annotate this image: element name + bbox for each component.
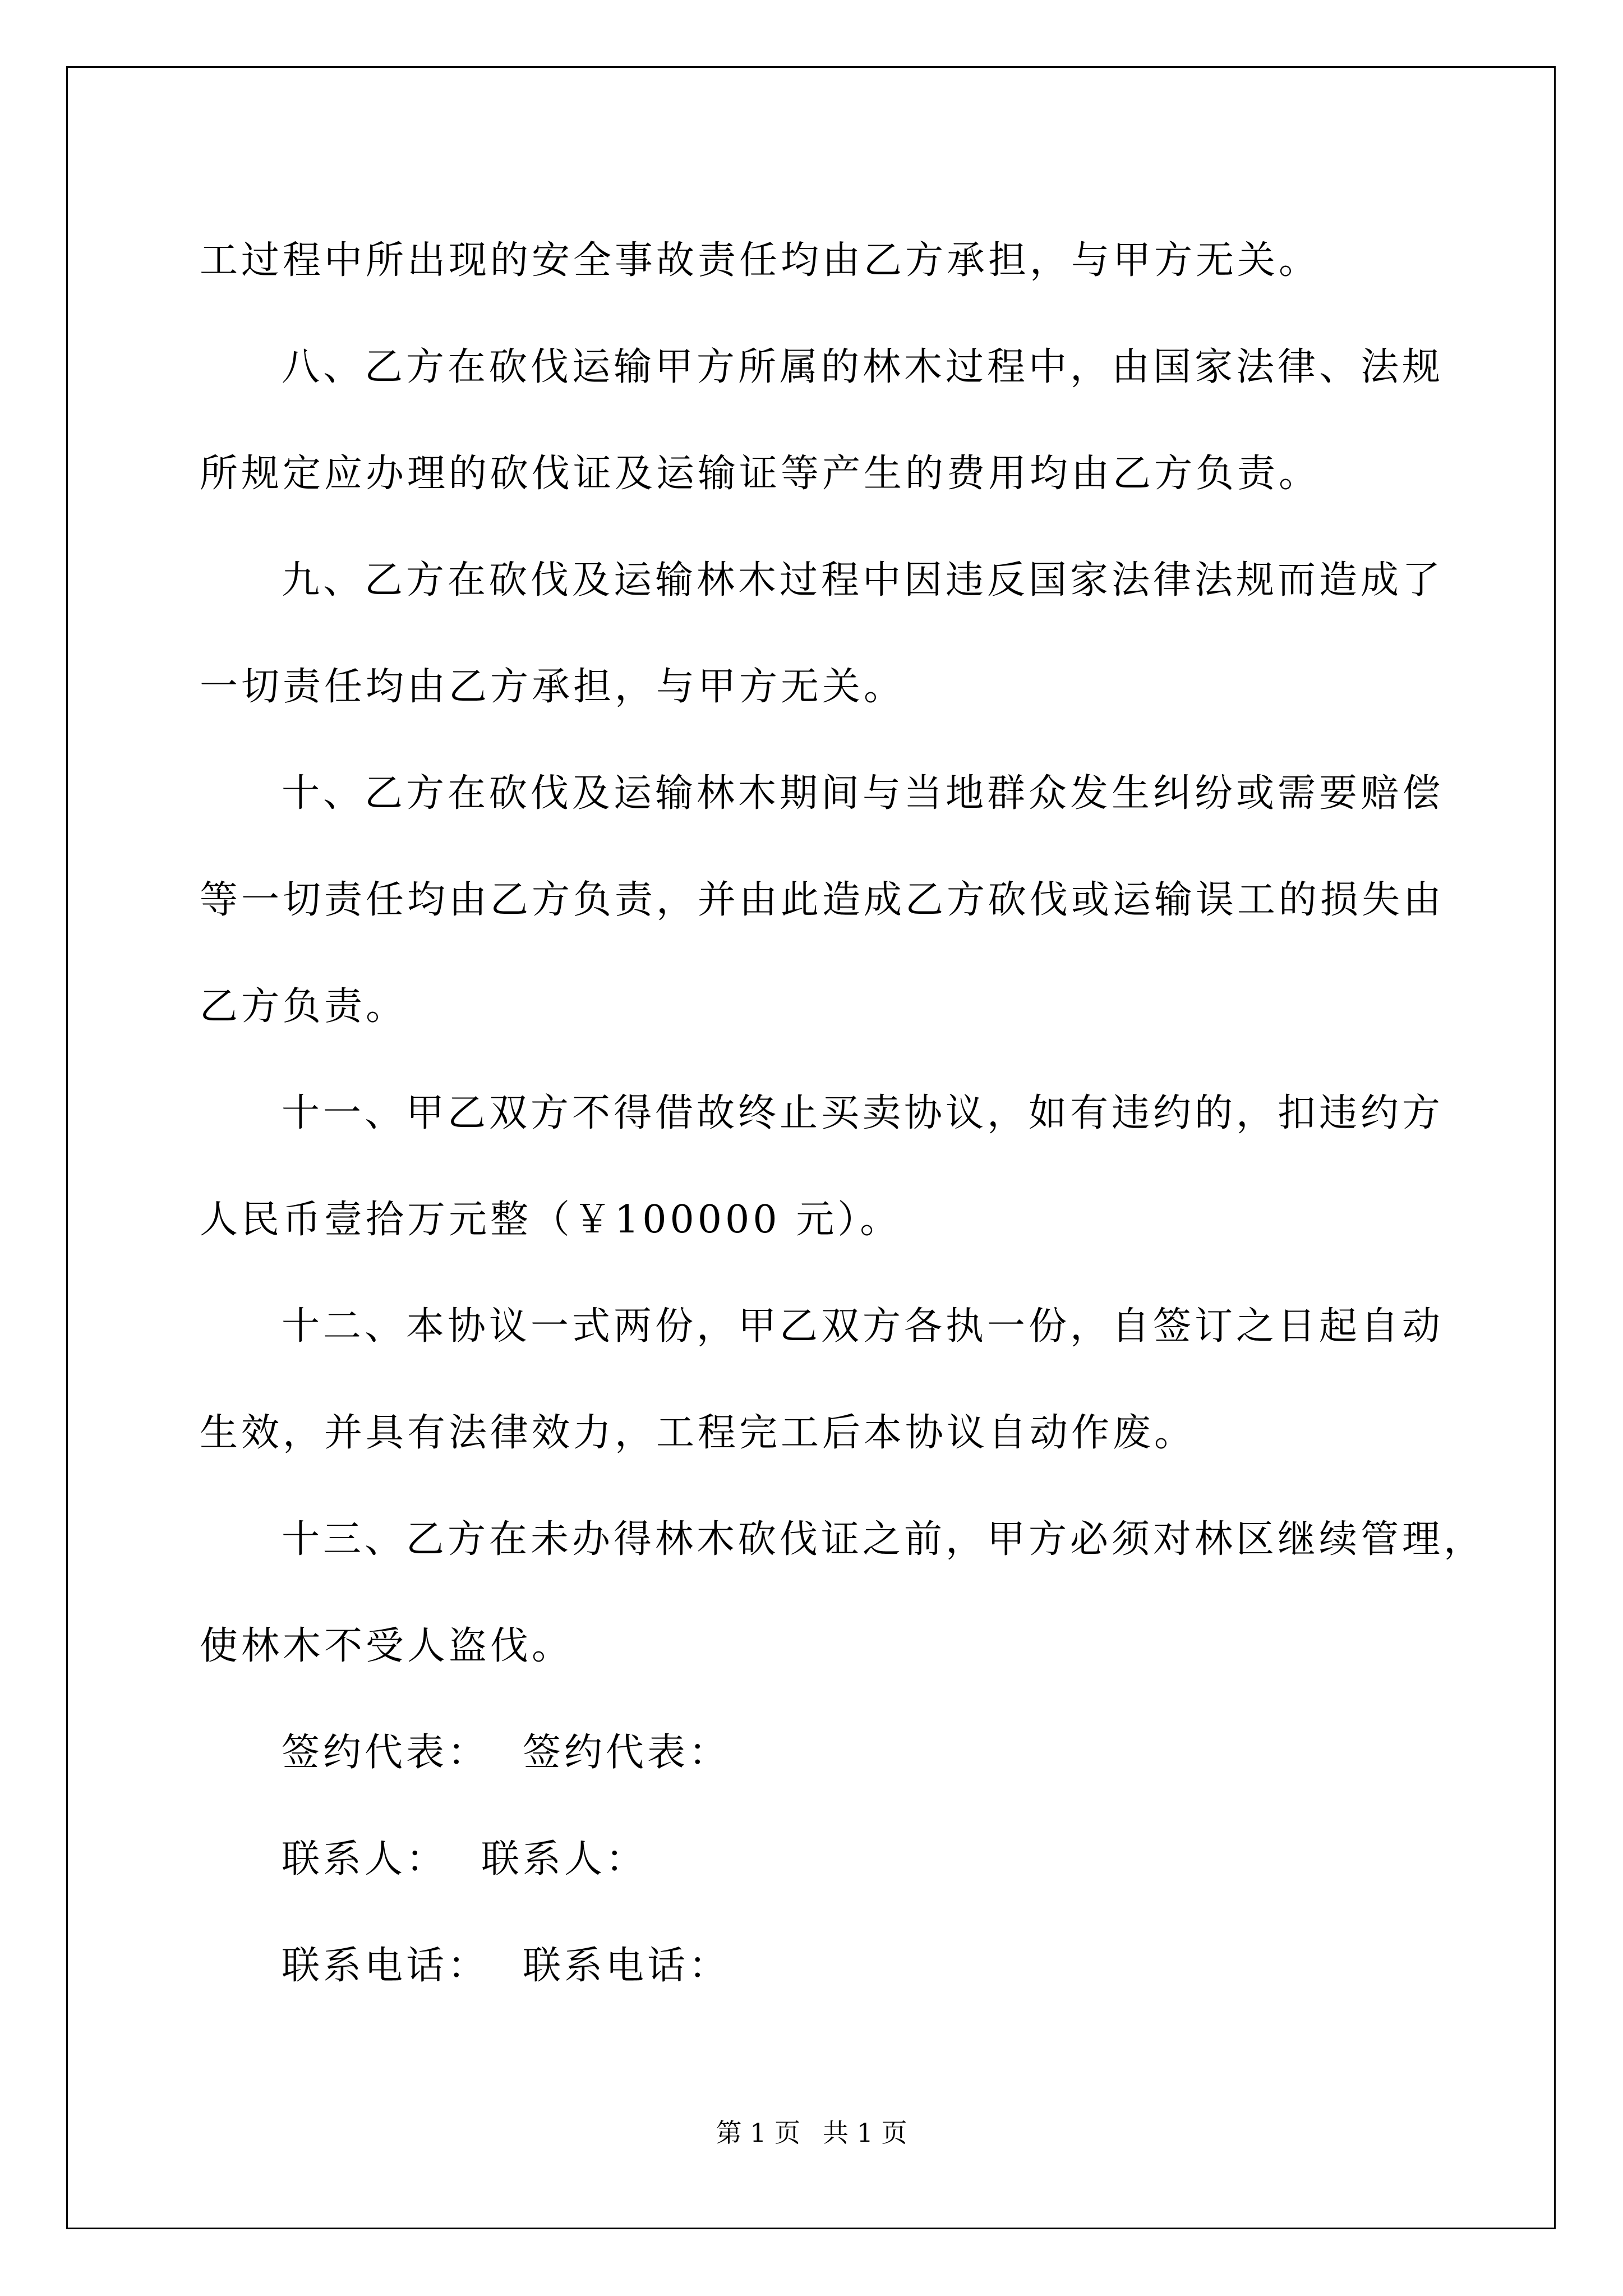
paragraph-line: 生效，并具有法律效力，工程完工后本协议自动作废。 bbox=[200, 1411, 1196, 1455]
paragraph-line: 九、乙方在砍伐及运输林木过程中因违反国家法律法规而造成了 bbox=[282, 558, 1444, 602]
paragraph-clause-10 bbox=[200, 740, 1484, 1060]
page-footer bbox=[0, 2116, 1623, 2150]
paragraph-line: 十二、本协议一式两份，甲乙双方各执一份，自签订之日起自动 bbox=[282, 1304, 1444, 1349]
paragraph-clause-12 bbox=[200, 1273, 1484, 1487]
paragraph-clause-11 bbox=[200, 1060, 1484, 1273]
paragraph-clause-13 bbox=[200, 1487, 1484, 1700]
signature-phone-a-label: 联系电话： bbox=[282, 1944, 490, 1988]
signature-contact-a-label: 联系人： bbox=[282, 1837, 448, 1881]
paragraph-line: 使林木不受人盗伐。 bbox=[200, 1624, 574, 1668]
paragraph-line: 乙方负责。 bbox=[200, 984, 408, 1029]
page-total: 共 1 页 bbox=[823, 2118, 907, 2148]
paragraph-line: 一切责任均由乙方承担，与甲方无关。 bbox=[200, 665, 906, 709]
signature-contact-row bbox=[200, 1806, 1484, 1913]
paragraph-line: 十、乙方在砍伐及运输林木期间与当地群众发生纠纷或需要赔偿 bbox=[282, 771, 1444, 816]
page-number: 第 1 页 bbox=[716, 2118, 800, 2148]
paragraph-line: 等一切责任均由乙方负责，并由此造成乙方砍伐或运输误工的损失由 bbox=[200, 878, 1445, 922]
paragraph-line: 八、乙方在砍伐运输甲方所属的林木过程中，由国家法律、法规 bbox=[282, 345, 1444, 389]
paragraph-clause-9 bbox=[200, 527, 1484, 740]
signature-contact-b-label: 联系人： bbox=[481, 1837, 648, 1881]
signature-rep-a-label: 签约代表： bbox=[282, 1731, 490, 1775]
signature-phone-b-label: 联系电话： bbox=[523, 1944, 731, 1988]
paragraph-continuation bbox=[200, 208, 1484, 314]
paragraph-line: 十一、甲乙双方不得借故终止买卖协议，如有违约的，扣违约方 bbox=[282, 1091, 1444, 1135]
paragraph-line: 十三、乙方在未办得林木砍伐证之前，甲方必须对林区继续管理， bbox=[282, 1517, 1486, 1562]
paragraph-line: 人民币壹拾万元整（￥100000 元）。 bbox=[200, 1198, 902, 1242]
document-body bbox=[200, 208, 1484, 2019]
paragraph-line: 所规定应办理的砍伐证及运输证等产生的费用均由乙方负责。 bbox=[200, 452, 1321, 496]
signature-block bbox=[200, 1700, 1484, 2019]
signature-phone-row bbox=[200, 1913, 1484, 2019]
signature-rep-b-label: 签约代表： bbox=[523, 1731, 731, 1775]
paragraph-clause-8 bbox=[200, 314, 1484, 527]
paragraph-line: 工过程中所出现的安全事故责任均由乙方承担，与甲方无关。 bbox=[200, 238, 1321, 283]
signature-rep-row bbox=[200, 1700, 1484, 1806]
